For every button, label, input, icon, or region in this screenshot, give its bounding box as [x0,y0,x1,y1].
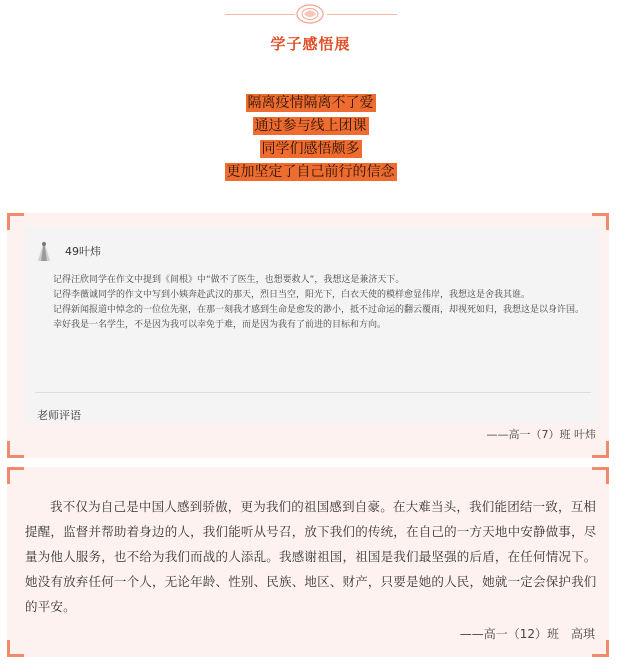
frame-corner [7,467,24,484]
frame-corner [592,467,609,484]
intro-line: 同学们感悟颇多 [261,141,360,157]
intro-block [0,90,621,182]
intro-line: 更加坚定了自己前行的信念 [226,164,395,180]
page-title: 学子感悟展 [270,35,351,53]
author-name: 49叶炜 [65,245,101,258]
frame-corner [592,640,609,657]
intro-line: 隔离疫情隔离不了爱 [247,95,374,111]
essay-card-2 [7,467,609,657]
decorative-emblem-icon [295,3,325,25]
frame-corner [592,441,609,458]
frame-corner [7,640,24,657]
essay-paragraph: 记得汪欣同学在作文中提到《间根》中“做不了医生，也想要救人”，我想这是兼济天下。 [53,275,405,285]
header-divider-left [225,14,295,15]
signature: ——高一（12）班 高琪 [459,627,595,641]
frame-corner [7,441,24,458]
signature: ——高一（7）班 叶炜 [486,428,596,441]
essay-paragraph: 记得新闻报道中悼念的一位位先驱，在那一刻我才感到生命是愈发的渺小，抵不过命运的翻云覆雨，却视死如归，我想这是以身许国。 [53,305,585,315]
header-divider-right [327,14,397,15]
essay-paragraph: 幸好我是一名学生，不是因为我可以幸免于难，而是因为我有了前进的目标和方向。 [53,320,387,330]
essay-card-1 [7,213,609,458]
essay-text [35,273,591,333]
intro-line: 通过参与线上团课 [254,118,367,134]
divider [35,392,591,393]
essay-screenshot-panel [25,227,599,423]
frame-corner [7,213,24,230]
avatar-icon [35,240,53,262]
teacher-comment-label: 老师评语 [37,409,81,422]
section-header [0,0,621,70]
essay-paragraph: 记得李薇诚同学的作文中写到小姨奔赴武汉的那天，烈日当空，阳光下，白衣天使的模样愈显伟岸，我想这是舍我其谁。 [53,290,531,300]
essay-paragraph: 我不仅为自己是中国人感到骄傲，更为我们的祖国感到自豪。在大难当头，我们能团结一致，互相提醒，监督并帮助着身边的人，我们能听从号召，放下我们的传统，在自己的一方天地中安静做事，尽量为他人服务，也不给为我们而战的人添乱。我感谢祖国，祖国是我们最坚强的后盾，在任何情况下。她没有放弃任何一个人，无论年龄、性别、民族、地区、财产，只要是她的人民，她就一定会保护我们的平安。 [25,499,597,614]
